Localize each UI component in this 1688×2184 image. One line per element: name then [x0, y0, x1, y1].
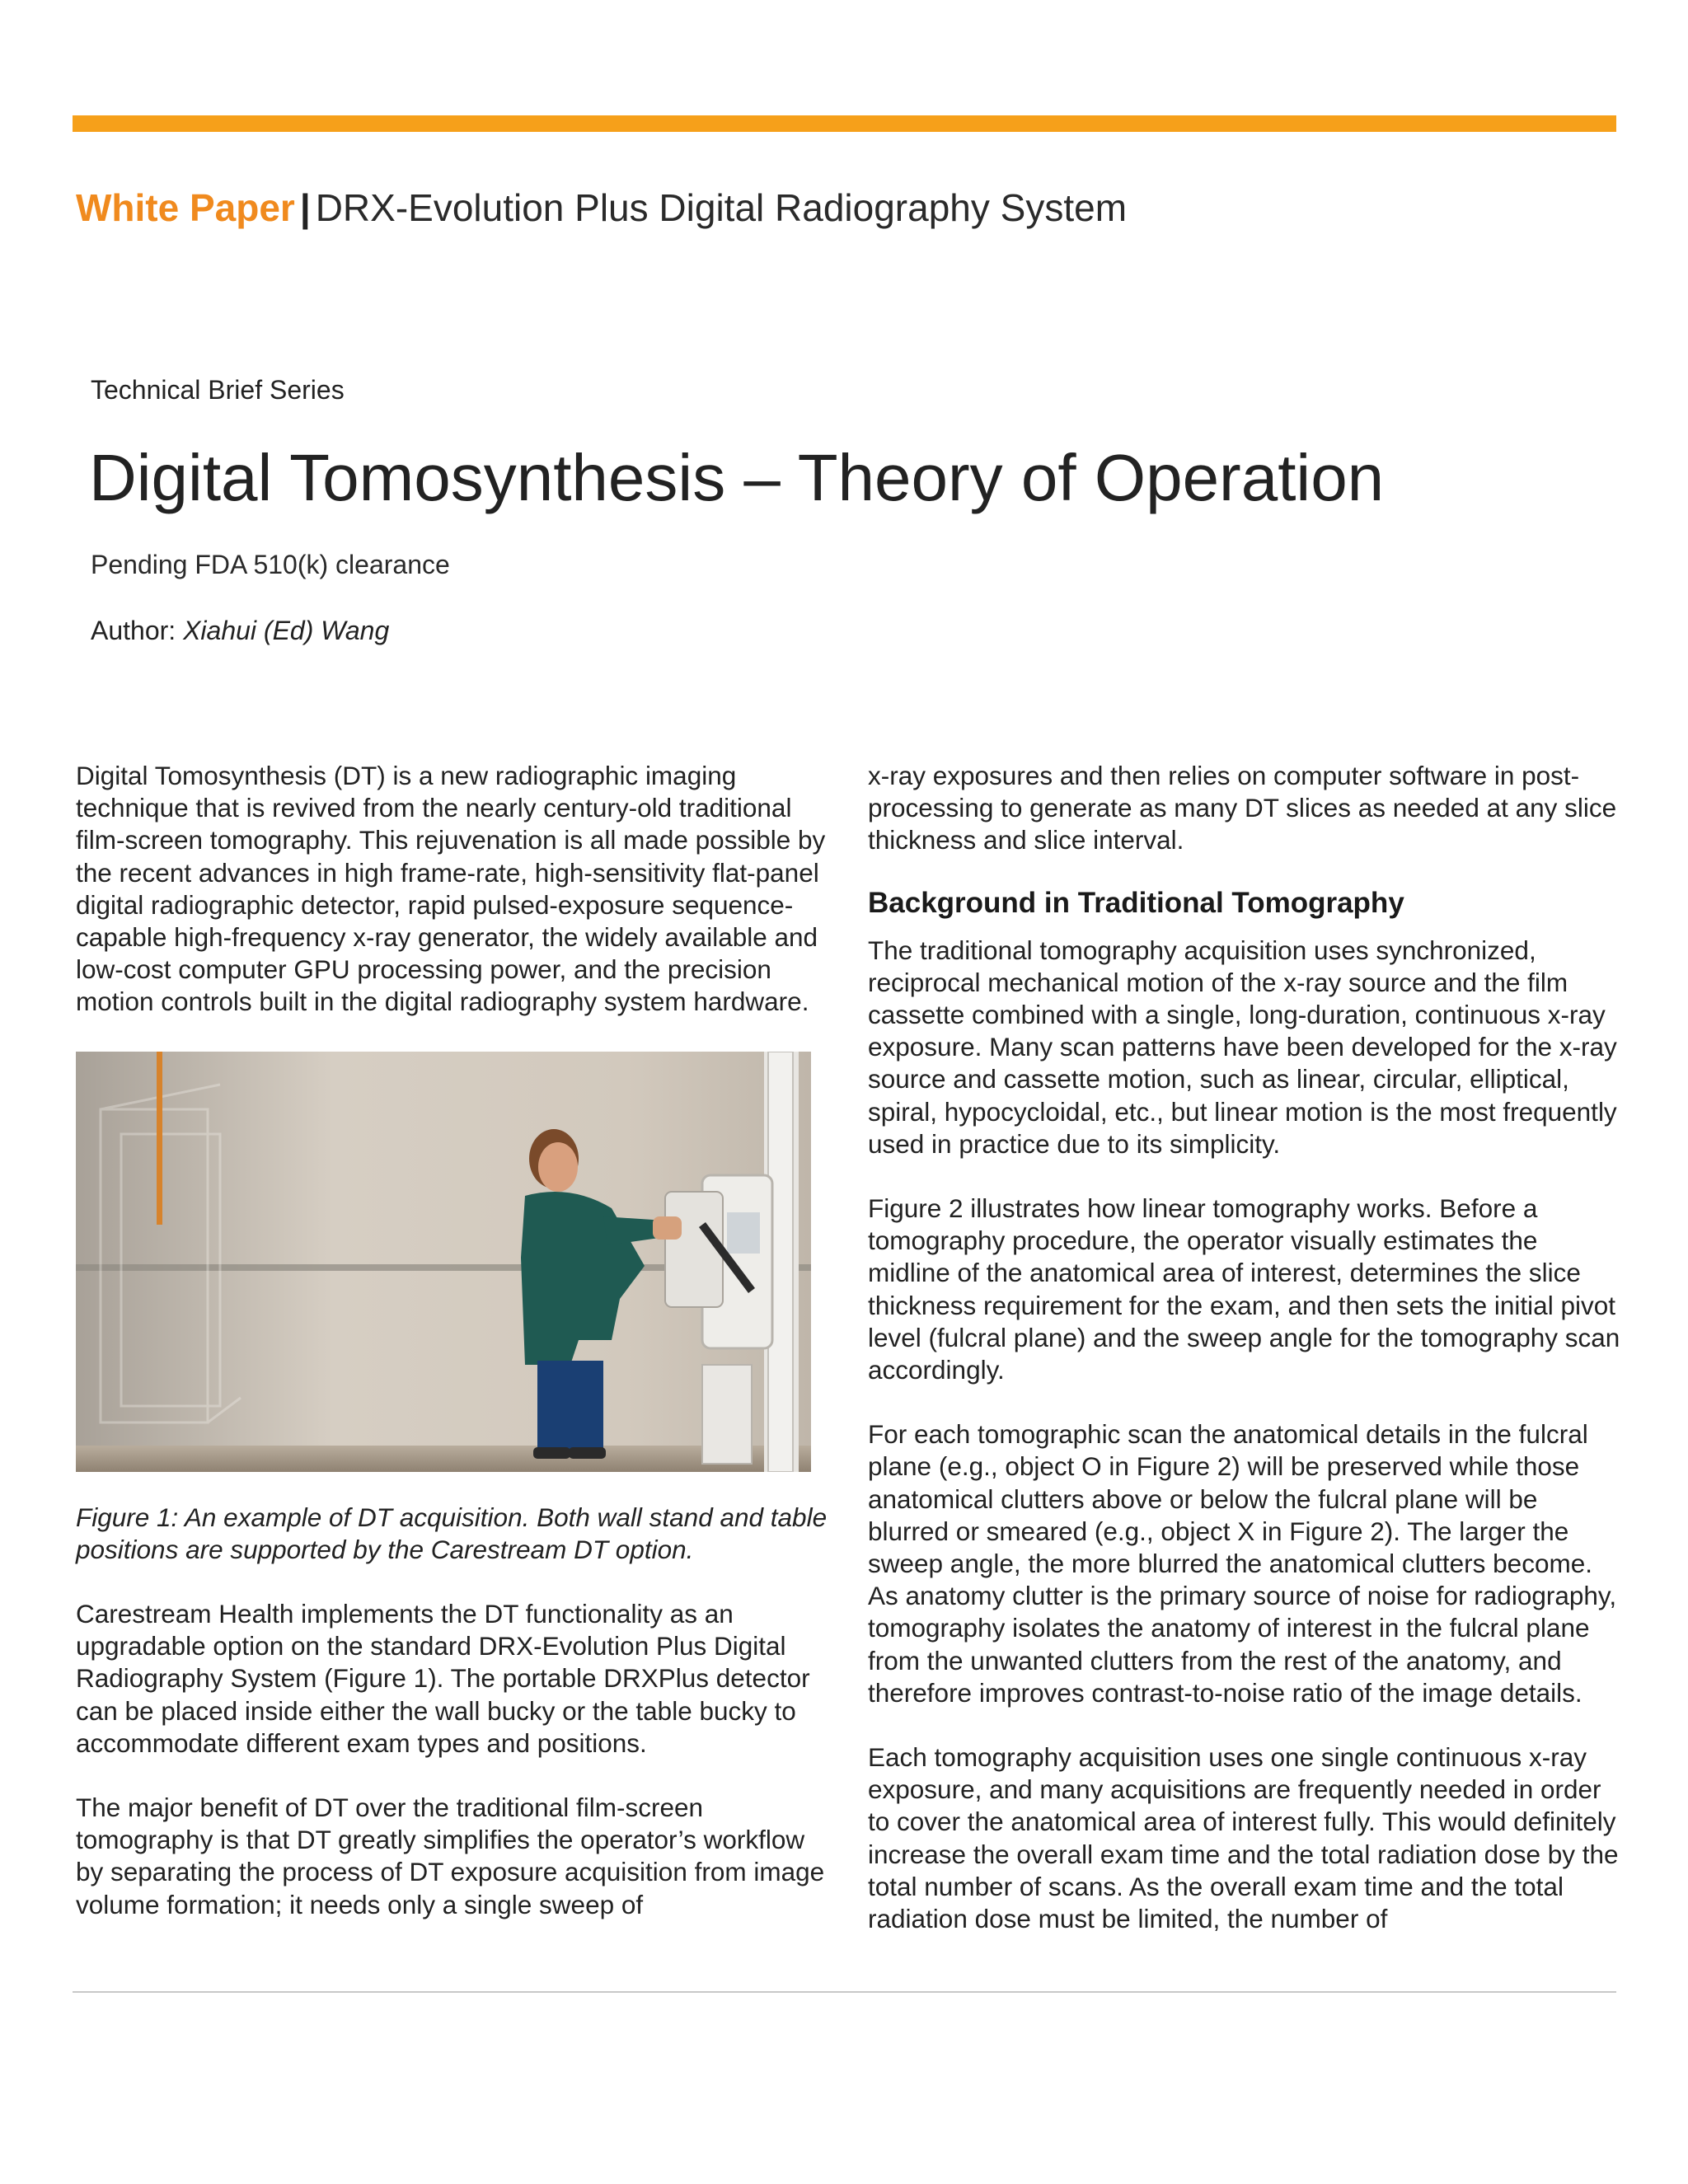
section-heading-background: Background in Traditional Tomography: [868, 886, 1404, 919]
figure-1-photo: [76, 1052, 811, 1472]
right-column: [868, 760, 1622, 1935]
paragraph-implementation: Carestream Health implements the DT functionality as an upgradable option on the standard DRX-Evolution Plus Digital Radiography System (Figure 1). The portable DRXPlus detector can be placed inside either the wall bucky or the table bucky to accommodate different exam types and positions.: [76, 1599, 810, 1758]
author-label: Author:: [91, 616, 176, 645]
masthead: [76, 183, 1127, 232]
white-paper-label: White Paper: [76, 186, 295, 229]
author-line: [91, 613, 389, 648]
intro-paragraph: Digital Tomosynthesis (DT) is a new radiographic imaging technique that is revived from the nearly century-old traditional film-screen tomography. This rejuvenation is all made possible by the recent advances in high frame-rate, high-sensitivity flat-panel digital radiographic detector, rapid pulsed-exposure sequence-capable high-frequency x-ray generator, the widely available and low-cost computer GPU processing power, and the precision motion controls built in the digital radiography system hardware.: [76, 761, 826, 1017]
clearance-note: Pending FDA 510(k) clearance: [91, 550, 450, 579]
paragraph-traditional-acquisition: The traditional tomography acquisition uses synchronized, reciprocal mechanical motion of the x-ray source and the film cassette combined with a single, long-duration, continuous x-ray exposure. Many scan patterns have been developed for the x-ray source and cassette motion, such as linear, circular, elliptical, spiral, hypocycloidal, etc., but linear motion is the most frequently used in practice due to its simplicity.: [868, 935, 1617, 1159]
dt-acquisition-photo: [76, 1052, 811, 1472]
top-accent-bar: [73, 115, 1616, 132]
paragraph-exposure: Each tomography acquisition uses one single continuous x-ray exposure, and many acquisitions are frequently needed in order to cover the anatomical area of interest fully. This would definitely increase the overall exam time and the total radiation dose by the total number of scans. As the overall exam time and the total radiation dose must be limited, the number of: [868, 1742, 1619, 1934]
figure-1-caption: Figure 1: An example of DT acquisition. Both wall stand and table positions are supported by the Carestream DT option.: [76, 1502, 828, 1564]
series-label: Technical Brief Series: [91, 375, 345, 405]
paragraph-figure-2: Figure 2 illustrates how linear tomography works. Before a tomography procedure, the operator visually estimates the midline of the anatomical area of interest, determines the slice thickness requirement for the exam, and then sets the initial pivot level (fulcral plane) and the sweep angle for the tomography scan accordingly.: [868, 1193, 1620, 1385]
paragraph-fulcral-plane: For each tomographic scan the anatomical details in the fulcral plane (e.g., object O in Figure 2) will be preserved while those anatomical clutters above or below the fulcral plane will be blurred or smeared (e.g., object X in Figure 2). The larger the sweep angle, the more blurred the anatomical clutters become. As anatomy clutter is the primary source of noise for radiography, tomography isolates the anatomy of interest in the fulcral plane from the unwanted clutters from the rest of the anatomy, and therefore improves contrast-to-noise ratio of the image details.: [868, 1419, 1617, 1708]
product-name: DRX-Evolution Plus Digital Radiography System: [315, 186, 1128, 229]
masthead-separator: |: [299, 186, 311, 229]
left-column: [76, 760, 830, 1921]
document-title: Digital Tomosynthesis – Theory of Operation: [89, 441, 1385, 514]
bottom-divider: [73, 1991, 1616, 1993]
paragraph-benefit: The major benefit of DT over the traditional film-screen tomography is that DT greatly simplifies the operator’s workflow by separating the process of DT exposure acquisition from image volume formation; it needs only a single sweep of: [76, 1793, 825, 1919]
continuation-paragraph: x-ray exposures and then relies on computer software in post-processing to generate as many DT slices as needed at any slice thickness and slice interval.: [868, 761, 1617, 855]
author-name: Xiahui (Ed) Wang: [183, 616, 390, 645]
